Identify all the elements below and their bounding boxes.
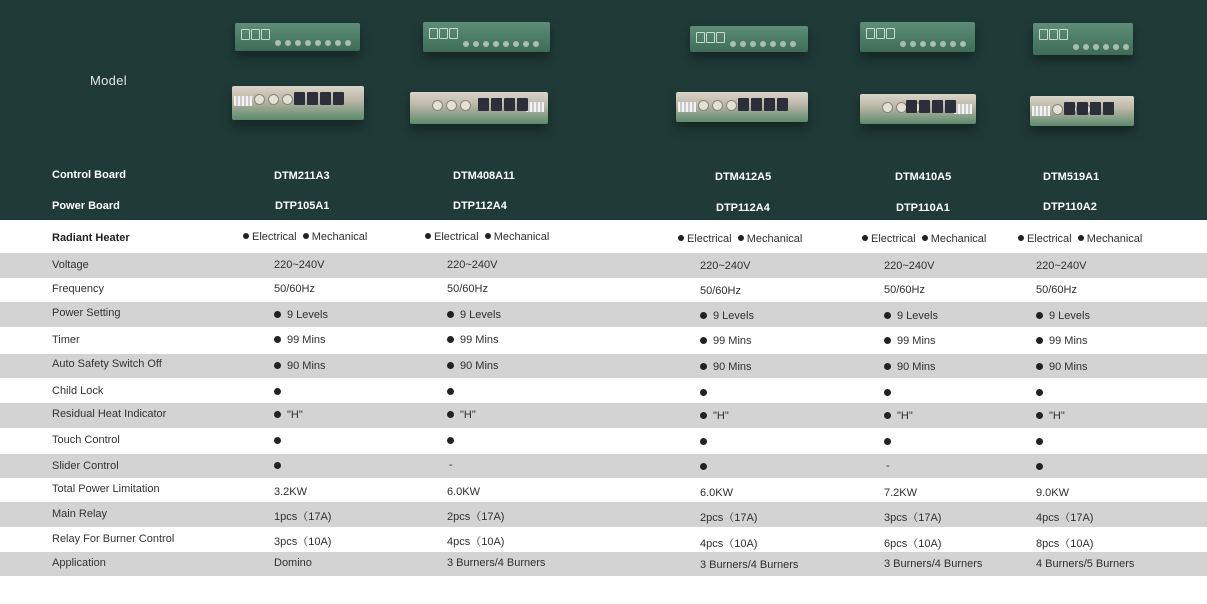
spec-label: Radiant Heater	[52, 232, 130, 244]
power-board-photo	[676, 92, 808, 122]
spec-row-auto-safety	[0, 354, 1207, 378]
electrical-label: Electrical	[252, 231, 297, 243]
bullet-icon	[1078, 235, 1084, 241]
spec-value: 4pcs（10A)	[447, 536, 505, 548]
spec-row-power-setting	[0, 302, 1207, 327]
bullet-icon	[700, 337, 707, 344]
bullet-icon	[1018, 235, 1024, 241]
bullet-icon	[1036, 436, 1049, 448]
spec-value: 3pcs（17A)	[884, 512, 942, 524]
spec-row-application	[0, 552, 1207, 576]
spec-value: 3.2KW	[274, 486, 308, 498]
spec-value: 3 Burners/4 Burners	[447, 557, 546, 569]
spec-value: Domino	[274, 557, 312, 569]
spec-row-timer	[0, 327, 1207, 354]
bullet-icon	[700, 387, 713, 399]
bullet-icon	[447, 336, 454, 343]
spec-label: Auto Safety Switch Off	[52, 358, 162, 370]
power-board-photo	[232, 86, 364, 120]
control-board-model-5: DTM519A1	[1043, 171, 1100, 183]
spec-value: 3 Burners/4 Burners	[700, 559, 799, 571]
spec-value: 50/60Hz	[884, 284, 925, 296]
spec-value-5: 99 Mins	[1036, 335, 1088, 347]
bullet-icon	[303, 233, 309, 239]
spec-value-5: 90 Mins	[1036, 361, 1088, 373]
bullet-icon	[678, 235, 684, 241]
bullet-icon	[274, 386, 287, 398]
spec-value-2: "H"	[447, 409, 476, 421]
spec-label: Frequency	[52, 283, 104, 295]
power-board-model-4: DTP110A1	[896, 202, 950, 214]
spec-label: Power Setting	[52, 307, 121, 319]
spec-value: 7.2KW	[884, 487, 918, 499]
control-board-photo	[423, 22, 550, 52]
bullet-icon	[425, 233, 431, 239]
bullet-icon	[862, 235, 868, 241]
spec-value: 6.0KW	[700, 487, 734, 499]
mechanical-label: Mechanical	[746, 233, 803, 245]
bullet-icon	[700, 412, 707, 419]
spec-dash: -	[449, 459, 453, 471]
bullet-icon	[884, 387, 897, 399]
electrical-label: Electrical	[871, 233, 916, 245]
spec-row-total-power	[0, 478, 1207, 502]
spec-value-1: 90 Mins	[274, 360, 326, 372]
spec-value-5: "H"	[1036, 410, 1065, 422]
bullet-icon	[884, 363, 891, 370]
bullet-icon	[1036, 312, 1043, 319]
spec-value-3: "H"	[700, 410, 729, 422]
spec-label: Relay For Burner Control	[52, 533, 175, 545]
spec-row-residual-heat	[0, 403, 1207, 428]
spec-row-voltage	[0, 253, 1207, 278]
control-board-label: Control Board	[52, 169, 126, 181]
spec-value-3: 9 Levels	[700, 310, 754, 322]
spec-row-radiant-heater	[0, 222, 1207, 252]
spec-label: Child Lock	[52, 385, 104, 397]
spec-value: 4 Burners/5 Burners	[1036, 558, 1135, 570]
bullet-icon	[738, 235, 744, 241]
spec-value: 220~240V	[1036, 260, 1087, 272]
electrical-label: Electrical	[687, 233, 732, 245]
bullet-icon	[447, 386, 460, 398]
spec-value: 3pcs（10A)	[274, 536, 332, 548]
bullet-icon	[884, 312, 891, 319]
bullet-icon	[1036, 387, 1049, 399]
bullet-icon	[274, 362, 281, 369]
spec-value: 6.0KW	[447, 486, 481, 498]
control-board-row	[0, 165, 1207, 195]
bullet-icon	[447, 411, 454, 418]
control-board-photo	[860, 22, 975, 52]
spec-label: Residual Heat Indicator	[52, 408, 167, 420]
electrical-label: Electrical	[1027, 233, 1072, 245]
mechanical-label: Mechanical	[311, 231, 368, 243]
bullet-icon	[243, 233, 249, 239]
spec-label: Total Power Limitation	[52, 483, 160, 495]
bullet-icon	[700, 312, 707, 319]
power-board-photo	[860, 94, 976, 124]
power-board-row	[0, 195, 1207, 225]
electrical-label: Electrical	[434, 231, 479, 243]
spec-value: 8pcs（10A)	[1036, 538, 1094, 550]
power-board-photo	[410, 92, 548, 124]
spec-value: 220~240V	[274, 259, 325, 271]
radiant-options-2	[425, 231, 549, 243]
spec-value-2: 99 Mins	[447, 334, 499, 346]
spec-value: 2pcs（17A)	[447, 511, 505, 523]
power-board-label: Power Board	[52, 200, 120, 212]
spec-value-3: 99 Mins	[700, 335, 752, 347]
bullet-icon	[700, 461, 713, 473]
bullet-icon	[274, 311, 281, 318]
control-board-model-4: DTM410A5	[895, 171, 952, 183]
spec-label: Main Relay	[52, 508, 108, 520]
spec-value: 220~240V	[884, 260, 935, 272]
spec-value: 6pcs（10A)	[884, 538, 942, 550]
power-board-model-1: DTP105A1	[275, 200, 330, 212]
spec-value-1: 99 Mins	[274, 334, 326, 346]
bullet-icon	[1036, 461, 1049, 473]
power-board-model-3: DTP112A4	[716, 202, 770, 214]
spec-value-5: 9 Levels	[1036, 310, 1090, 322]
spec-value-4: "H"	[884, 410, 913, 422]
bullet-icon	[274, 411, 281, 418]
spec-value: 9.0KW	[1036, 487, 1070, 499]
spec-value: 4pcs（10A)	[700, 538, 758, 550]
radiant-options-5	[1018, 233, 1142, 245]
spec-value: 50/60Hz	[274, 283, 315, 295]
radiant-options-4	[862, 233, 986, 245]
bullet-icon	[274, 336, 281, 343]
mechanical-label: Mechanical	[1086, 233, 1143, 245]
spec-value: 2pcs（17A)	[700, 512, 758, 524]
spec-value: 4pcs（17A)	[1036, 512, 1094, 524]
spec-value: 3 Burners/4 Burners	[884, 558, 983, 570]
control-board-model-3: DTM412A5	[715, 171, 772, 183]
bullet-icon	[700, 436, 713, 448]
bullet-icon	[700, 363, 707, 370]
spec-row-touch-control	[0, 428, 1207, 454]
power-board-model-5: DTP110A2	[1043, 201, 1097, 213]
spec-value-3: 90 Mins	[700, 361, 752, 373]
bullet-icon	[884, 412, 891, 419]
spec-value: 1pcs（17A)	[274, 511, 332, 523]
spec-dash: -	[886, 460, 890, 472]
bullet-icon	[274, 435, 287, 447]
bullet-icon	[447, 311, 454, 318]
spec-value: 50/60Hz	[1036, 284, 1077, 296]
bullet-icon	[1036, 412, 1043, 419]
spec-value-1: 9 Levels	[274, 309, 328, 321]
spec-label: Application	[52, 557, 106, 569]
radiant-options-3	[678, 233, 802, 245]
spec-label: Timer	[52, 334, 80, 346]
spec-value: 220~240V	[700, 260, 751, 272]
mechanical-label: Mechanical	[930, 233, 987, 245]
control-board-photo	[235, 23, 360, 51]
radiant-options-1	[243, 231, 367, 243]
bullet-icon	[1036, 337, 1043, 344]
bullet-icon	[884, 436, 897, 448]
spec-value-4: 99 Mins	[884, 335, 936, 347]
spec-value-2: 90 Mins	[447, 360, 499, 372]
bullet-icon	[447, 362, 454, 369]
spec-value-1: "H"	[274, 409, 303, 421]
spec-value: 50/60Hz	[447, 283, 488, 295]
header-banner	[0, 0, 1207, 220]
bullet-icon	[447, 435, 460, 447]
bullet-icon	[884, 337, 891, 344]
spec-row-relay-burner	[0, 527, 1207, 552]
power-board-photo	[1030, 96, 1134, 126]
spec-value: 50/60Hz	[700, 285, 741, 297]
spec-row-frequency	[0, 278, 1207, 302]
bullet-icon	[485, 233, 491, 239]
control-board-model-1: DTM211A3	[274, 170, 330, 182]
control-board-model-2: DTM408A11	[453, 170, 515, 182]
spec-row-slider-control	[0, 454, 1207, 478]
spec-value-4: 90 Mins	[884, 361, 936, 373]
control-board-photo	[1033, 23, 1133, 55]
spec-value-4: 9 Levels	[884, 310, 938, 322]
control-board-photo	[690, 26, 808, 52]
spec-row-child-lock	[0, 378, 1207, 403]
mechanical-label: Mechanical	[493, 231, 550, 243]
bullet-icon	[1036, 363, 1043, 370]
spec-label: Voltage	[52, 259, 89, 271]
spec-label: Slider Control	[52, 460, 119, 472]
bullet-icon	[274, 460, 287, 472]
spec-label: Touch Control	[52, 434, 120, 446]
model-label: Model	[90, 73, 127, 88]
spec-row-main-relay	[0, 502, 1207, 527]
bullet-icon	[922, 235, 928, 241]
power-board-model-2: DTP112A4	[453, 200, 507, 212]
spec-value-2: 9 Levels	[447, 309, 501, 321]
spec-value: 220~240V	[447, 259, 498, 271]
